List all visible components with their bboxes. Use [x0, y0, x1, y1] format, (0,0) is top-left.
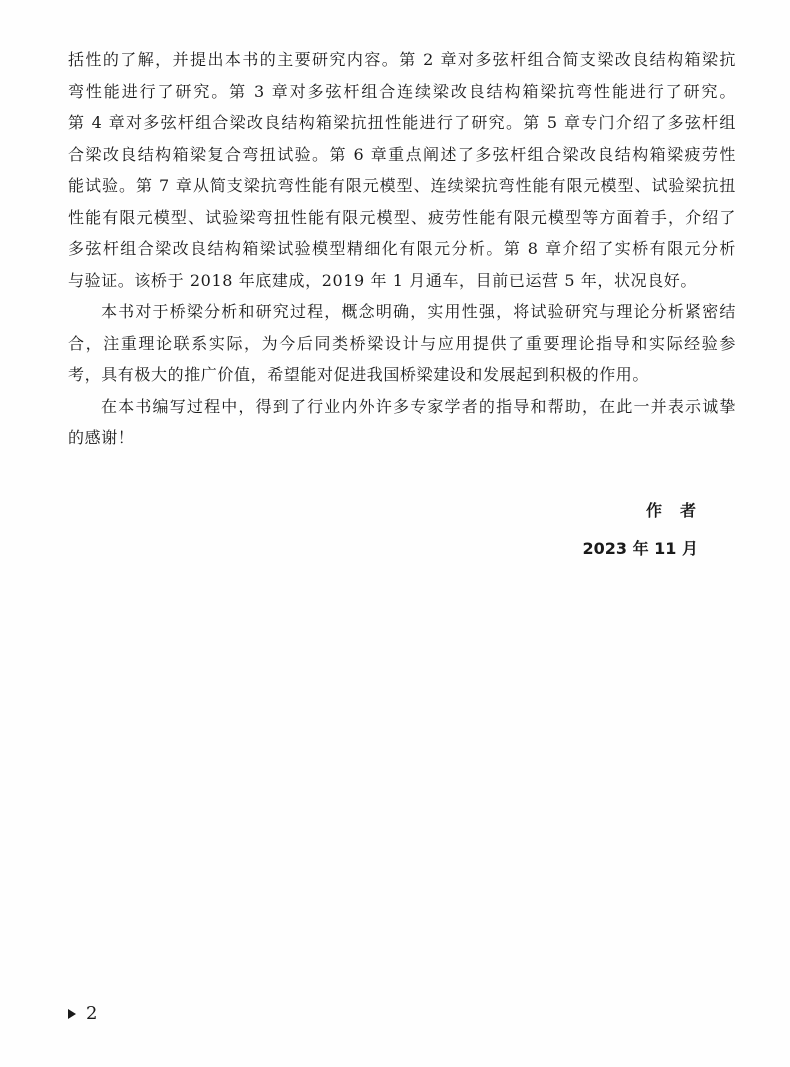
text-line-6: 性能有限元模型、试验梁弯扭性能有限元模型、疲劳性能有限元模型等方面着手，介绍了 — [68, 207, 736, 227]
signature-author: 作者 — [645, 501, 714, 520]
text-line-1: 括性的了解，并提出本书的主要研究内容。第 2 章对多弦杆组合简支梁改良结构箱梁抗 — [68, 50, 736, 69]
text-line-7: 多弦杆组合梁改良结构箱梁试验模型精细化有限元分析。第 8 章介绍了实桥有限元分析 — [68, 239, 736, 258]
text-line-9: 本书对于桥梁分析和研究过程，概念明确，实用性强，将试验研究与理论分析紧密结 — [101, 302, 736, 321]
page-arrow-icon — [68, 1009, 76, 1019]
text-line-8: 与验证。该桥于 2018 年底建成，2019 年 1 月通车，目前已运营 5 年，状况良好。 — [68, 270, 697, 290]
preface-body — [68, 44, 736, 454]
text-line-3: 第 4 章对多弦杆组合梁改良结构箱梁抗扭性能进行了研究。第 5 章专门介绍了多弦杆组 — [68, 113, 736, 132]
page-number-footer — [68, 1000, 97, 1028]
text-line-4: 合梁改良结构箱梁复合弯扭试验。第 6 章重点阐述了多弦杆组合梁改良结构箱梁疲劳性 — [68, 144, 736, 164]
text-line-11: 考，具有极大的推广价值，希望能对促进我国桥梁建设和发展起到积极的作用。 — [68, 365, 650, 384]
text-line-2: 弯性能进行了研究。第 3 章对多弦杆组合连续梁改良结构箱梁抗弯性能进行了研究。 — [68, 81, 736, 101]
page-number: 2 — [86, 1003, 98, 1024]
signature-date: 2023 年 11 月 — [582, 539, 698, 558]
text-line-10: 合，注重理论联系实际，为今后同类桥梁设计与应用提供了重要理论指导和实际经验参 — [68, 333, 736, 353]
text-line-13: 的感谢！ — [68, 428, 135, 447]
text-line-5: 能试验。第 7 章从简支梁抗弯性能有限元模型、连续梁抗弯性能有限元模型、试验梁抗扭 — [68, 176, 736, 195]
signature-block — [582, 496, 714, 564]
text-line-12: 在本书编写过程中，得到了行业内外许多专家学者的指导和帮助，在此一并表示诚挚 — [101, 396, 736, 416]
